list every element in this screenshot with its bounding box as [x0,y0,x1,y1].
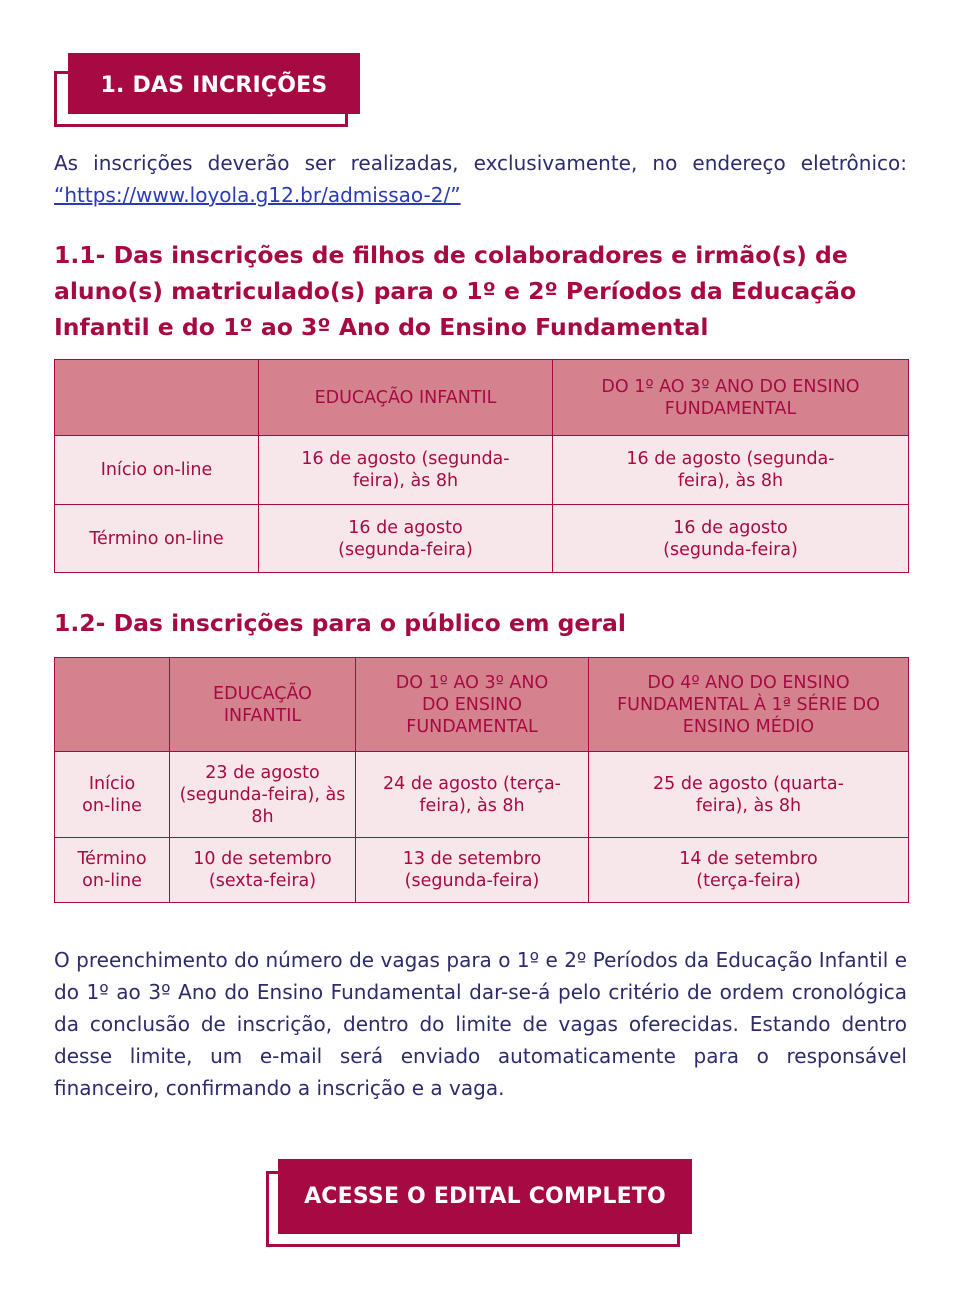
intro-paragraph [54,147,907,211]
edital-button[interactable]: ACESSE O EDITAL COMPLETO [278,1159,692,1234]
intro-text: As inscrições deverão ser realizadas, exclusivamente, no endereço eletrônico: [54,151,907,175]
row-label: Início on-line [55,436,259,505]
row-label: Início on-line [55,752,170,838]
table-cell: 25 de agosto (quarta-feira), às 8h [589,752,909,838]
table-cell: 16 de agosto (segunda-feira) [553,505,909,573]
cta-wrapper [266,1159,694,1249]
table-row [55,838,909,903]
table-header-row [55,658,909,752]
table-header-row [55,360,909,436]
table-row [55,752,909,838]
schedule-table-1-2 [54,657,909,903]
header-cell-empty [55,360,259,436]
header-cell-educacao-infantil: EDUCAÇÃO INFANTIL [170,658,356,752]
header-cell-empty [55,658,170,752]
closing-paragraph: O preenchimento do número de vagas para o 1º e 2º Períodos da Educação Infantil e do 1º ao 3º Ano do Ensino Fundamental dar-se-á pelo critério de ordem cronológica da conclusão de inscrição, dentro do limite de vagas oferecidas. Estando dentro desse limite, um e-mail será enviado automaticamente para o responsável financeiro, confirmando a inscrição e a vaga. [54,948,907,1100]
schedule-table-1-1 [54,359,909,573]
row-label: Término on-line [55,838,170,903]
section-header-label: 1. DAS INCRIÇÕES [68,53,360,114]
table-cell: 10 de setembro (sexta-feira) [170,838,356,903]
header-cell-fundamental-1-3: DO 1º AO 3º ANO DO ENSINO FUNDAMENTAL [553,360,909,436]
table-cell: 24 de agosto (terça-feira), às 8h [356,752,589,838]
table-row [55,436,909,505]
row-label: Término on-line [55,505,259,573]
table-cell: 23 de agosto (segunda-feira), às 8h [170,752,356,838]
table-row [55,505,909,573]
section-header [54,53,364,129]
admission-link[interactable]: “https://www.loyola.g12.br/admissao-2/” [54,183,461,207]
table-cell: 14 de setembro (terça-feira) [589,838,909,903]
table-cell: 16 de agosto (segunda-feira), às 8h [259,436,553,505]
header-cell-fundamental-4-medio: DO 4º ANO DO ENSINO FUNDAMENTAL À 1ª SÉRIE DO ENSINO MÉDIO [589,658,909,752]
table-cell: 16 de agosto (segunda-feira), às 8h [553,436,909,505]
table-cell: 13 de setembro (segunda-feira) [356,838,589,903]
table-cell: 16 de agosto (segunda-feira) [259,505,553,573]
subsection-title-1-1: 1.1- Das inscrições de filhos de colaboradores e irmão(s) de aluno(s) matriculado(s) para o 1º e 2º Períodos da Educação Infantil e do 1º ao 3º Ano do Ensino Fundamental [54,241,857,341]
header-cell-educacao-infantil: EDUCAÇÃO INFANTIL [259,360,553,436]
subsection-title-1-2: 1.2- Das inscrições para o público em geral [54,609,626,637]
header-cell-fundamental-1-3: DO 1º AO 3º ANO DO ENSINO FUNDAMENTAL [356,658,589,752]
